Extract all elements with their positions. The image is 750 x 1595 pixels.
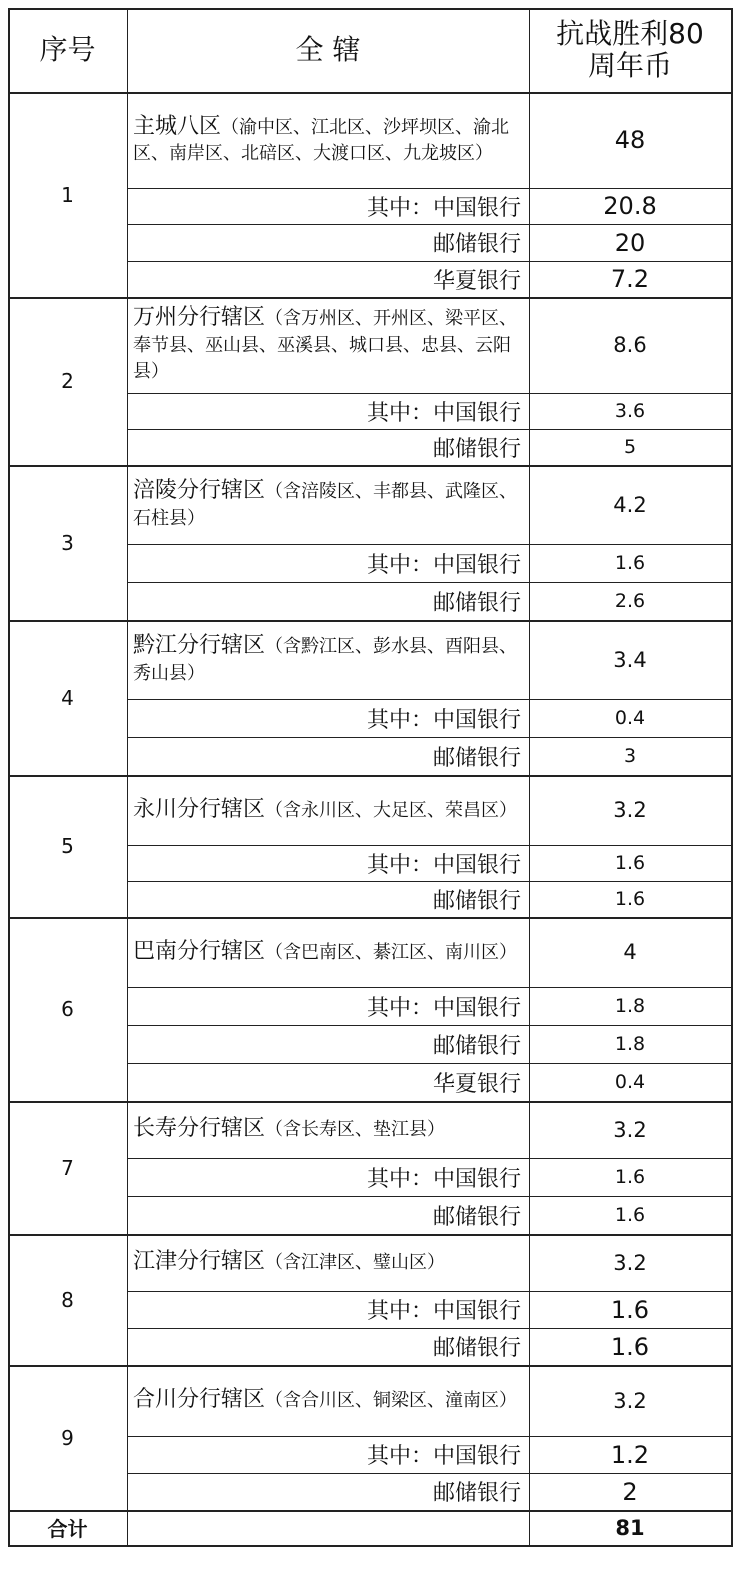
bank-label: 邮储银行 [432,1481,521,1506]
grid-line [8,1545,731,1547]
district-value: 4 [623,940,637,964]
district-title: 长寿分行辖区 [133,1116,266,1142]
district-title: 黔江分行辖区 [133,633,266,659]
header-area: 全 辖 [295,32,361,66]
district-title: 合川分行辖区 [133,1387,266,1413]
district-name [127,917,529,987]
bank-value: 3 [623,745,637,767]
total-empty [127,1510,529,1545]
bank-value: 1.6 [610,1332,650,1361]
district-label [133,305,525,384]
group-seq: 4 [61,685,74,710]
bank-label: 其中：中国银行 [366,707,521,733]
district-label [133,1249,445,1275]
bank-label: 其中：中国银行 [366,195,521,221]
district-value: 3.2 [613,1250,647,1275]
district-title: 万州分行辖区 [133,305,266,331]
bank-label: 其中：中国银行 [366,1444,521,1469]
district-note: （含涪陵区、丰都县、武隆区、石柱县） [133,481,518,529]
bank-label: 邮储银行 [432,1336,521,1361]
group-seq: 2 [61,369,74,393]
bank-value: 1.8 [614,995,646,1017]
bank-value: 7.2 [610,265,650,293]
district-name [127,775,529,845]
group-seq: 6 [61,997,74,1021]
bank-label: 华夏银行 [432,268,521,294]
district-label [133,1116,445,1142]
district-name [127,92,529,188]
bank-value: 1.6 [614,1166,646,1188]
district-label [133,797,517,823]
grid-line [127,8,128,1547]
bank-value: 2.6 [614,590,646,612]
district-name [127,620,529,699]
bank-label: 邮储银行 [432,888,521,914]
bank-value: 1.6 [614,552,646,574]
district-title: 涪陵分行辖区 [133,478,266,504]
district-note: （含巴南区、綦江区、南川区） [265,941,518,963]
district-note: （含万州区、开州区、梁平区、奉节县、巫山县、巫溪县、城口县、忠县、云阳县） [133,308,518,383]
district-note: （含长寿区、垫江县） [265,1119,446,1141]
group-seq: 9 [61,1425,74,1450]
bank-value: 1.2 [610,1440,650,1469]
group-seq: 5 [61,834,74,858]
grid-line [8,8,10,1547]
total-label: 合计 [47,1517,88,1541]
district-note: （含黔江区、彭水县、酉阳县、秀山县） [133,636,518,684]
district-label [133,478,525,531]
district-value: 3.2 [613,798,647,822]
total-value: 81 [615,1515,645,1540]
bank-label: 邮储银行 [432,1204,521,1230]
district-note: （含永川区、大足区、荣昌区） [265,799,518,821]
bank-value: 3.6 [614,400,646,422]
group-seq: 8 [61,1287,74,1312]
bank-label: 其中：中国银行 [366,1299,521,1324]
district-name [127,1365,529,1436]
header-seq: 序号 [39,32,96,66]
bank-label: 其中：中国银行 [366,1166,521,1192]
district-value: 3.2 [613,1388,647,1413]
bank-label: 邮储银行 [432,232,521,257]
bank-value: 20 [614,228,646,257]
bank-label: 邮储银行 [432,1033,521,1059]
grid-line [8,8,731,10]
bank-value: 0.4 [614,1071,646,1093]
group-seq: 7 [61,1155,74,1180]
district-value: 4.2 [613,492,647,517]
bank-value: 5 [623,436,637,458]
bank-label: 其中：中国银行 [366,995,521,1021]
district-title: 主城八区 [133,113,222,139]
bank-value: 1.6 [614,888,646,910]
district-title: 江津分行辖区 [133,1249,266,1275]
district-name [127,1234,529,1291]
district-value: 8.6 [613,333,647,357]
grid-line [731,8,733,1547]
district-label [133,633,525,686]
header-coin: 抗战胜利80 周年币 [556,16,704,82]
district-note: （渝中区、江北区、沙坪坝区、渝北区、南岸区、北碚区、大渡口区、九龙坡区） [133,116,510,164]
district-name [127,297,529,393]
district-note: （含合川区、铜梁区、潼南区） [265,1390,518,1412]
bank-value: 2 [622,1477,638,1506]
bank-label: 其中：中国银行 [366,400,521,426]
district-name [127,465,529,544]
bank-label: 其中：中国银行 [366,852,521,878]
bank-value: 1.6 [614,1204,646,1226]
district-label [133,939,517,965]
district-label [133,1387,517,1413]
group-seq: 3 [61,530,74,555]
district-note: （含江津区、璧山区） [265,1252,446,1274]
bank-label: 华夏银行 [432,1071,521,1097]
bank-value: 20.8 [603,192,657,220]
bank-label: 其中：中国银行 [366,552,521,578]
bank-value: 1.6 [610,1295,650,1324]
grid-line [529,8,530,1547]
group-seq: 1 [61,182,74,207]
bank-label: 邮储银行 [432,745,521,771]
bank-value: 1.8 [614,1033,646,1055]
district-value: 48 [614,126,646,154]
bank-value: 1.6 [614,852,646,874]
bank-label: 邮储银行 [432,436,521,462]
district-value: 3.4 [613,647,647,672]
bank-value: 0.4 [614,707,646,729]
district-name [127,1101,529,1158]
district-title: 巴南分行辖区 [133,938,266,964]
district-label [133,114,525,167]
bank-label: 邮储银行 [432,590,521,616]
district-value: 3.2 [613,1117,647,1142]
district-title: 永川分行辖区 [133,796,266,822]
